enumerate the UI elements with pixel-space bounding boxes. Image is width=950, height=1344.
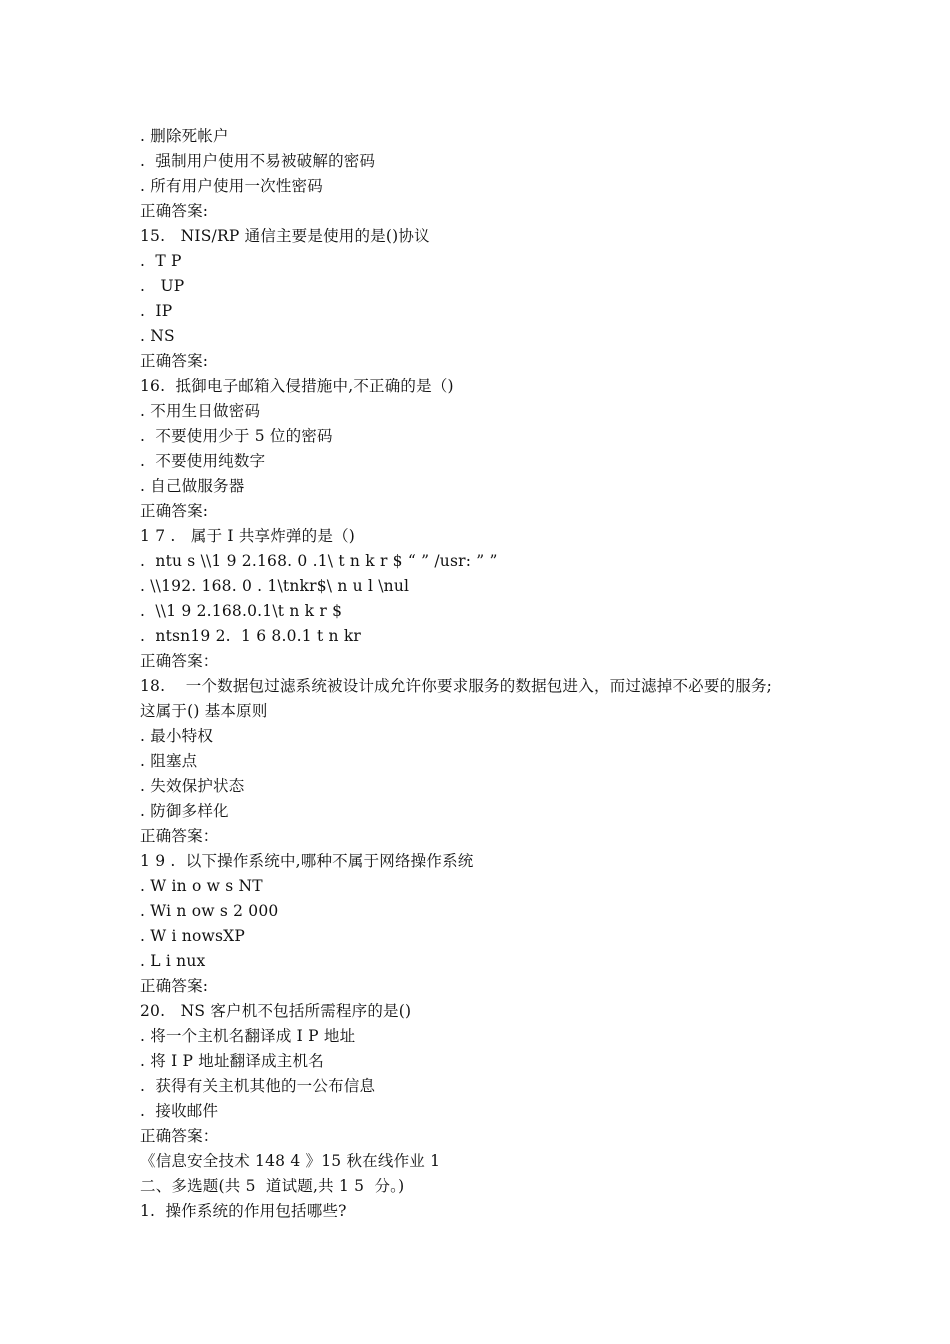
question-19: 1 9 . 以下操作系统中,哪种不属于网络操作系统 [140, 852, 474, 870]
answer-label: 正确答案: [140, 202, 209, 220]
option-line: . 将 I P 地址翻译成主机名 [140, 1052, 324, 1070]
answer-label: 正确答案： [140, 1127, 219, 1145]
option-line: . 将一个主机名翻译成 I P 地址 [140, 1027, 356, 1045]
option-line: . 接收邮件 [140, 1102, 219, 1120]
option-line: . \\192. 168. 0 . 1\tnkr$\ n u l \nul [140, 577, 410, 595]
option-line: . 获得有关主机其他的一公布信息 [140, 1077, 376, 1095]
option-line: . 不用生日做密码 [140, 402, 261, 420]
question-18: 18. 一个数据包过滤系统被设计成允许你要求服务的数据包进入，而过滤掉不必要的服务; [140, 677, 773, 695]
question-20: 20. NS 客户机不包括所需程序的是() [140, 1002, 412, 1020]
option-line: . L i nux [140, 952, 206, 970]
question-16: 16. 抵御电子邮箱入侵措施中,不正确的是（) [140, 377, 454, 395]
option-line: . 强制用户使用不易被破解的密码 [140, 152, 376, 170]
option-line: . T P [140, 252, 182, 270]
option-line: . 删除死帐户 [140, 127, 229, 145]
section-title: 《信息安全技术 148 4 》15 秋在线作业 1 [140, 1152, 441, 1170]
option-line: . W in o w s NT [140, 877, 263, 895]
option-line: . 所有用户使用一次性密码 [140, 177, 323, 195]
answer-label: 正确答案: [140, 352, 209, 370]
section-heading-multiple-choice: 二、多选题(共 5 道试题,共 1 5 分。) [140, 1177, 405, 1195]
answer-label: 正确答案： [140, 652, 219, 670]
answer-label: 正确答案: [140, 977, 209, 995]
question-18-continued: 这属于() 基本原则 [140, 702, 268, 720]
question-1: 1. 操作系统的作用包括哪些? [140, 1202, 347, 1220]
option-line: . 最小特权 [140, 727, 214, 745]
document-page [140, 124, 840, 1224]
option-line: . W i nowsXP [140, 927, 245, 945]
option-line: . ntsn19 2. 1 6 8.0.1 t n kr [140, 627, 362, 645]
question-15: 15. NIS/RP 通信主要是使用的是()协议 [140, 227, 430, 245]
option-line: . Wi n ow s 2 000 [140, 902, 279, 920]
option-line: . 自己做服务器 [140, 477, 245, 495]
answer-label: 正确答案： [140, 827, 219, 845]
option-line: . 失效保护状态 [140, 777, 245, 795]
option-line: . \\1 9 2.168.0.1\t n k r $ [140, 602, 343, 620]
option-line: . UP [140, 277, 185, 295]
option-line: . ntu s \\1 9 2.168. 0 .1\ t n k r $ “ ” /usr: ” ” [140, 552, 498, 570]
option-line: . IP [140, 302, 173, 320]
question-17: 1 7 . 属于 I 共享炸弹的是（) [140, 527, 356, 545]
answer-label: 正确答案: [140, 502, 209, 520]
option-line: . 不要使用少于 5 位的密码 [140, 427, 333, 445]
option-line: . 不要使用纯数字 [140, 452, 266, 470]
option-line: . 阻塞点 [140, 752, 198, 770]
option-line: . NS [140, 327, 175, 345]
option-line: . 防御多样化 [140, 802, 229, 820]
